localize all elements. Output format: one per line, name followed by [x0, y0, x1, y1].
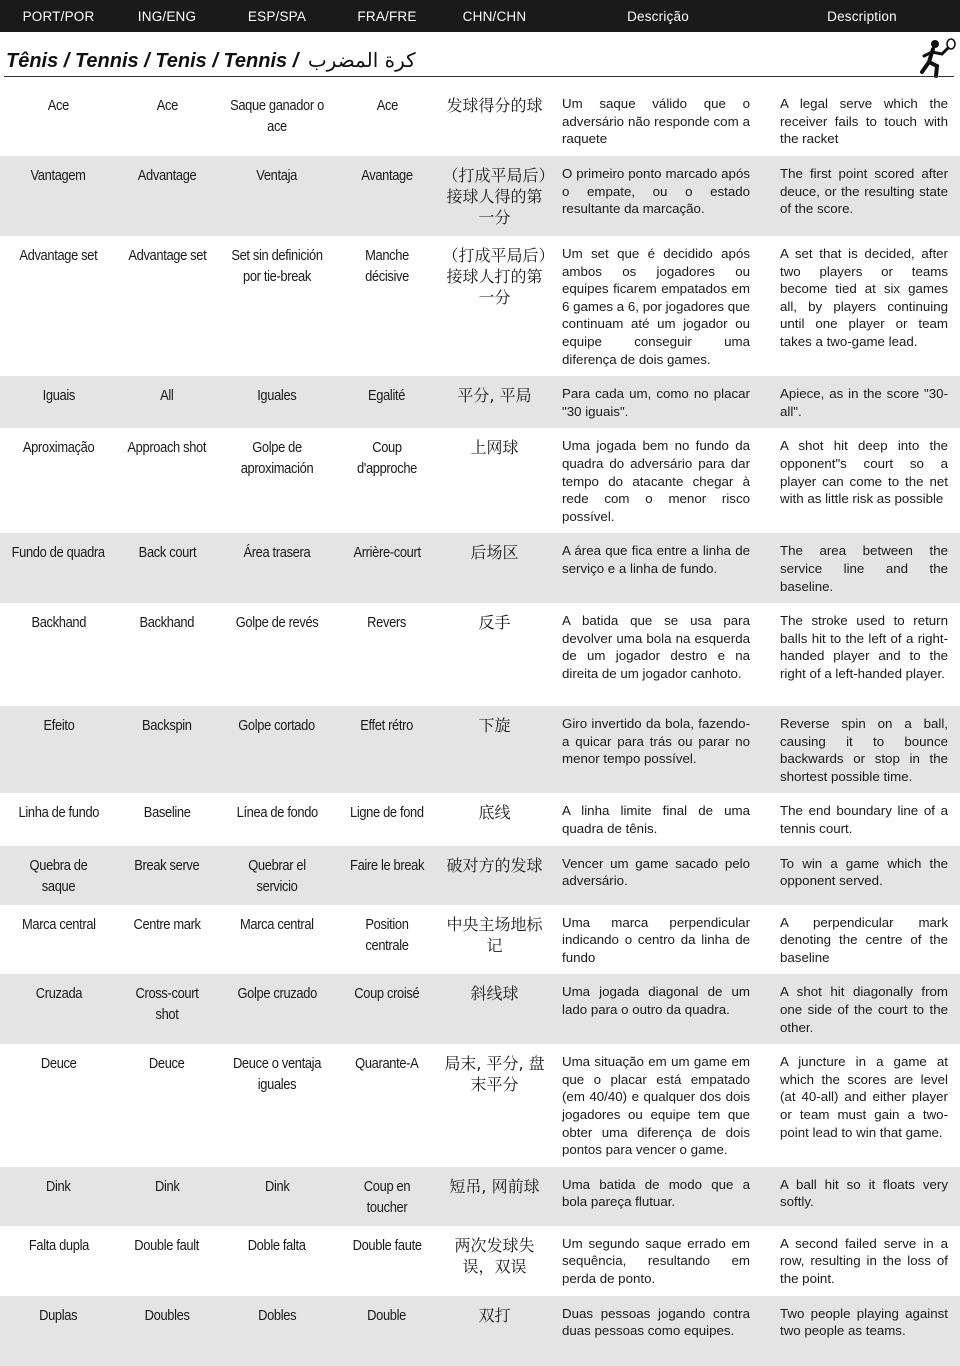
table-row — [0, 905, 960, 975]
term-portuguese-cell — [0, 905, 117, 975]
term-french-cell — [337, 974, 437, 1044]
term-french-cell — [337, 1167, 437, 1226]
term-spanish-cell — [217, 974, 337, 1044]
title-arabic: كرة المضرب — [307, 48, 416, 72]
term-english-cell — [117, 236, 217, 376]
description-english-cell — [764, 533, 960, 603]
term-english-cell — [117, 706, 217, 793]
description-english: A juncture in a game at which the scores are level (at 40-all) and either player or team must gain a two-point lead to win that game. — [780, 1054, 948, 1140]
term-spanish: Doble falta — [248, 1236, 306, 1254]
term-french: Avantage — [361, 167, 413, 184]
term-french: Revers — [367, 614, 407, 632]
description-english-cell — [764, 905, 960, 975]
column-header-bar — [0, 0, 960, 32]
term-spanish-cell — [217, 533, 337, 603]
description-english: To win a game which the opponent served. — [780, 855, 948, 889]
term-chinese-cell — [437, 86, 552, 156]
description-portuguese-cell — [552, 706, 764, 793]
term-portuguese: Efeito — [43, 717, 74, 735]
description-portuguese-cell — [552, 1167, 764, 1226]
term-chinese: 局末, 平分, 盘末平分 — [444, 1054, 545, 1095]
term-french: Effet rétro — [360, 717, 414, 735]
glossary-table — [0, 86, 960, 1366]
term-chinese-cell — [437, 706, 552, 793]
term-chinese-cell — [437, 846, 552, 905]
term-english: Advantage set — [127, 247, 207, 264]
term-spanish: Quebrar el servicio — [248, 856, 306, 895]
term-chinese-cell — [437, 793, 552, 845]
description-portuguese-cell — [552, 156, 764, 236]
description-english: The first point scored after deuce, or the resulting state of the score. — [780, 166, 948, 217]
term-french-cell — [337, 86, 437, 156]
description-portuguese: A linha limite final de uma quadra de tênis. — [562, 803, 750, 837]
description-portuguese: A área que fica entre a linha de serviço e a linha de fundo. — [562, 543, 750, 576]
term-spanish-cell — [217, 1296, 337, 1366]
description-portuguese: A batida que se usa para devolver uma bola na esquerda de um jogador destro e na direita de um jogador canhoto. — [562, 613, 750, 681]
term-english-cell — [117, 905, 217, 975]
term-english-cell — [117, 428, 217, 533]
term-spanish-cell — [217, 376, 337, 428]
description-portuguese-cell — [552, 905, 764, 975]
term-portuguese-cell — [0, 1044, 117, 1167]
description-english: A perpendicular mark denoting the centre of the baseline — [780, 914, 948, 965]
table-row — [0, 533, 960, 603]
description-english: A second failed serve in a row, resulting in the loss of the point. — [780, 1235, 948, 1286]
term-english-cell — [117, 86, 217, 156]
term-spanish-cell — [217, 793, 337, 845]
description-english-cell — [764, 156, 960, 236]
table-row — [0, 1226, 960, 1296]
term-french-cell — [337, 156, 437, 236]
term-chinese: 两次发球失误，双误 — [454, 1235, 535, 1276]
term-chinese-cell — [437, 156, 552, 236]
term-portuguese-cell — [0, 706, 117, 793]
term-english: Back court — [138, 544, 196, 562]
description-english-cell — [764, 846, 960, 905]
term-portuguese: Quebra de saque — [29, 856, 88, 895]
term-portuguese-cell — [0, 376, 117, 428]
description-english-cell — [764, 603, 960, 706]
description-portuguese-cell — [552, 1296, 764, 1366]
description-english: A shot hit diagonally from one side of the court to the other. — [780, 984, 948, 1035]
term-spanish: Golpe cruzado — [237, 985, 317, 1003]
description-english: The area between the service line and the baseline. — [780, 543, 948, 594]
description-portuguese: Uma marca perpendicular indicando o centro da linha de fundo — [562, 914, 750, 965]
description-english-cell — [764, 1226, 960, 1296]
term-english-cell — [117, 603, 217, 706]
term-french: Quarante-A — [355, 1055, 419, 1073]
term-spanish: Ventaja — [256, 167, 298, 184]
term-portuguese-cell — [0, 236, 117, 376]
description-english: Reverse spin on a ball, causing it to bounce backwards or stop in the shortest possible time. — [780, 716, 948, 784]
term-french: Manche décisive — [365, 247, 409, 285]
term-english-cell — [117, 1226, 217, 1296]
term-chinese: 发球得分的球 — [446, 96, 543, 115]
term-french-cell — [337, 376, 437, 428]
term-portuguese: Fundo de quadra — [11, 544, 106, 562]
term-english: Dink — [154, 1177, 180, 1195]
description-portuguese-cell — [552, 974, 764, 1044]
term-spanish-cell — [217, 428, 337, 533]
term-spanish: Área trasera — [243, 544, 311, 562]
description-portuguese: Vencer um game sacado pelo adversário. — [562, 855, 750, 889]
term-spanish-cell — [217, 1167, 337, 1226]
table-row — [0, 86, 960, 156]
term-french: Ligne de fond — [350, 804, 424, 822]
description-english: A ball hit so it floats very softly. — [780, 1176, 948, 1210]
term-english: Baseline — [143, 804, 191, 822]
description-portuguese-cell — [552, 793, 764, 845]
table-row — [0, 793, 960, 845]
term-english-cell — [117, 376, 217, 428]
term-chinese: （打成平局后）接球人打的第一分 — [442, 246, 547, 307]
term-chinese: （打成平局后）接球人得的第一分 — [442, 166, 547, 227]
term-french: Faire le break — [349, 856, 425, 874]
description-portuguese-cell — [552, 1226, 764, 1296]
description-english-cell — [764, 428, 960, 533]
table-row — [0, 156, 960, 236]
term-chinese: 反手 — [478, 613, 511, 633]
term-portuguese: Linha de fundo — [18, 804, 99, 822]
description-portuguese: Uma batida de modo que a bola pareça flutuar. — [562, 1176, 750, 1210]
table-row — [0, 974, 960, 1044]
description-english-cell — [764, 376, 960, 428]
description-portuguese-cell — [552, 86, 764, 156]
term-french-cell — [337, 1044, 437, 1167]
term-portuguese-cell — [0, 533, 117, 603]
page-title — [6, 48, 416, 73]
term-portuguese: Iguais — [42, 387, 75, 405]
term-french: Position centrale — [365, 915, 409, 954]
term-spanish-cell — [217, 236, 337, 376]
term-french-cell — [337, 1226, 437, 1296]
description-english: The stroke used to return balls hit to the left of a right-handed player and to the right of a left-handed player. — [780, 613, 948, 681]
term-portuguese: Falta dupla — [28, 1236, 89, 1254]
term-french-cell — [337, 603, 437, 706]
table-row — [0, 846, 960, 905]
term-chinese-cell — [437, 1296, 552, 1366]
term-chinese: 短吊, 网前球 — [449, 1176, 540, 1196]
term-english: Deuce — [149, 1055, 185, 1073]
term-portuguese: Dink — [46, 1177, 71, 1195]
description-english: Two people playing against two people as teams. — [780, 1305, 948, 1339]
term-chinese: 上网球 — [470, 438, 519, 458]
header-eng: ING/ENG — [137, 8, 197, 24]
term-chinese-cell — [437, 974, 552, 1044]
description-portuguese-cell — [552, 428, 764, 533]
term-french: Egalité — [368, 387, 406, 405]
term-portuguese-cell — [0, 86, 117, 156]
description-portuguese: Giro invertido da bola, fazendo-a quicar para trás ou parar no menor tempo possível. — [562, 716, 750, 767]
term-chinese-cell — [437, 1226, 552, 1296]
term-spanish: Golpe de aproximación — [240, 439, 314, 478]
description-portuguese: Um saque válido que o adversário não responde com a raquete — [562, 96, 750, 147]
term-spanish: Set sin definición por tie-break — [231, 247, 323, 285]
term-chinese-cell — [437, 428, 552, 533]
term-chinese: 双打 — [478, 1305, 511, 1325]
title-latin: Tênis / Tennis / Tenis / Tennis / — [6, 50, 299, 72]
term-portuguese: Advantage set — [19, 247, 98, 264]
table-row — [0, 706, 960, 793]
term-chinese: 下旋 — [478, 716, 511, 736]
term-spanish-cell — [217, 603, 337, 706]
term-french-cell — [337, 428, 437, 533]
term-english-cell — [117, 974, 217, 1044]
description-english-cell — [764, 1296, 960, 1366]
tennis-player-icon — [912, 38, 958, 78]
description-english-cell — [764, 236, 960, 376]
term-chinese: 底线 — [478, 803, 511, 823]
description-portuguese: Um set que é decidido após ambos os jogadores ou equipes ficarem empatados em 6 games a 6, por jogadores que continuam até um jogador ou equipe conseguir uma diferença de dois games. — [562, 246, 750, 367]
description-portuguese: Uma jogada bem no fundo da quadra do adversário para dar tempo do atacante chegar à rede com o menor risco possível. — [562, 438, 750, 524]
term-french-cell — [337, 905, 437, 975]
description-english-cell — [764, 1044, 960, 1167]
term-french-cell — [337, 236, 437, 376]
term-spanish-cell — [217, 1226, 337, 1296]
term-french-cell — [337, 846, 437, 905]
header-por: PORT/POR — [22, 8, 95, 24]
term-chinese: 后场区 — [470, 543, 519, 563]
term-french-cell — [337, 533, 437, 603]
term-portuguese: Deuce — [40, 1055, 77, 1073]
term-portuguese: Aproximação — [22, 439, 95, 457]
term-spanish-cell — [217, 156, 337, 236]
description-portuguese: Duas pessoas jogando contra duas pessoas como equipes. — [562, 1305, 750, 1339]
term-portuguese-cell — [0, 1167, 117, 1226]
term-portuguese-cell — [0, 428, 117, 533]
term-english: Cross-court shot — [135, 985, 199, 1024]
description-portuguese-cell — [552, 603, 764, 706]
description-portuguese: O primeiro ponto marcado após o empate, ou o estado resultante da marcação. — [562, 166, 750, 217]
term-chinese-cell — [437, 1044, 552, 1167]
section-title — [0, 36, 960, 80]
term-portuguese-cell — [0, 156, 117, 236]
term-spanish-cell — [217, 86, 337, 156]
term-portuguese: Backhand — [31, 614, 86, 632]
term-spanish: Saque ganador o ace — [230, 97, 324, 135]
term-english: Break serve — [134, 856, 200, 874]
term-english: Backhand — [139, 614, 195, 632]
term-english: Centre mark — [133, 915, 201, 933]
description-english: A shot hit deep into the opponent"s court so a player can come to the net with as little risk as possible — [780, 438, 948, 507]
term-french: Ace — [376, 97, 398, 114]
term-chinese-cell — [437, 376, 552, 428]
table-row — [0, 376, 960, 428]
term-chinese-cell — [437, 533, 552, 603]
term-chinese: 斜线球 — [470, 984, 519, 1004]
header-description: Description — [827, 8, 897, 24]
term-portuguese-cell — [0, 1296, 117, 1366]
description-portuguese-cell — [552, 533, 764, 603]
term-french-cell — [337, 1296, 437, 1366]
header-descricao: Descrição — [627, 8, 689, 24]
term-portuguese: Marca central — [21, 915, 96, 933]
term-english-cell — [117, 1296, 217, 1366]
term-french: Double faute — [352, 1236, 422, 1254]
term-spanish: Iguales — [257, 387, 297, 405]
table-row — [0, 1296, 960, 1366]
term-spanish: Golpe de revés — [235, 614, 319, 632]
description-portuguese: Uma jogada diagonal de um lado para o outro da quadra. — [562, 984, 750, 1018]
description-english: The end boundary line of a tennis court. — [780, 803, 948, 837]
term-english-cell — [117, 793, 217, 845]
description-english-cell — [764, 793, 960, 845]
term-spanish: Dink — [264, 1177, 290, 1195]
term-portuguese-cell — [0, 846, 117, 905]
term-english: Approach shot — [127, 439, 207, 457]
description-portuguese-cell — [552, 236, 764, 376]
term-portuguese-cell — [0, 603, 117, 706]
description-english-cell — [764, 86, 960, 156]
term-chinese-cell — [437, 236, 552, 376]
description-english-cell — [764, 1167, 960, 1226]
description-portuguese: Para cada um, como no placar "30 iguais". — [562, 386, 750, 419]
table-row — [0, 236, 960, 376]
term-chinese-cell — [437, 603, 552, 706]
description-portuguese: Um segundo saque errado em sequência, resultando em perda de ponto. — [562, 1235, 750, 1286]
term-french: Coup en toucher — [363, 1177, 411, 1216]
term-spanish-cell — [217, 846, 337, 905]
term-chinese: 中央主场地标记 — [446, 914, 543, 955]
table-row — [0, 428, 960, 533]
description-portuguese-cell — [552, 376, 764, 428]
term-french-cell — [337, 706, 437, 793]
header-esp: ESP/SPA — [247, 8, 307, 24]
term-english-cell — [117, 1167, 217, 1226]
term-portuguese: Cruzada — [35, 985, 82, 1003]
term-french: Coup croisé — [354, 985, 420, 1003]
term-chinese-cell — [437, 905, 552, 975]
term-english-cell — [117, 533, 217, 603]
term-french-cell — [337, 793, 437, 845]
term-english: Double fault — [134, 1236, 200, 1254]
description-english: Apiece, as in the score "30-all". — [780, 386, 948, 419]
term-spanish: Golpe cortado — [238, 717, 316, 735]
term-portuguese-cell — [0, 793, 117, 845]
term-spanish: Marca central — [240, 915, 314, 933]
description-english-cell — [764, 974, 960, 1044]
term-chinese: 破对方的发球 — [446, 855, 543, 875]
term-spanish-cell — [217, 905, 337, 975]
term-english-cell — [117, 1044, 217, 1167]
table-row — [0, 1044, 960, 1167]
term-spanish: Dobles — [257, 1306, 297, 1324]
description-portuguese: Uma situação em um game em que o placar está empatado (em 40/40) e qualquer dos dois jogadores ou equipe tem que obter uma diferença de dois pontos para vencer o game. — [562, 1054, 750, 1158]
term-spanish: Deuce o ventaja iguales — [232, 1055, 322, 1094]
term-portuguese: Vantagem — [30, 167, 87, 184]
term-chinese-cell — [437, 1167, 552, 1226]
term-english-cell — [117, 846, 217, 905]
table-row — [0, 1167, 960, 1226]
description-english: A set that is decided, after two players or teams become tied at six games all, by players continuing until one player or team takes a two-game lead. — [780, 246, 948, 349]
term-french: Double — [367, 1306, 407, 1324]
term-english: Ace — [156, 97, 178, 114]
description-portuguese-cell — [552, 846, 764, 905]
term-chinese: 平分, 平局 — [457, 386, 532, 406]
description-portuguese-cell — [552, 1044, 764, 1167]
term-english: Backspin — [142, 717, 192, 735]
header-fra: FRA/FRE — [357, 8, 417, 24]
term-english: All — [160, 387, 174, 405]
term-portuguese-cell — [0, 974, 117, 1044]
term-french: Coup d'approche — [356, 439, 417, 478]
title-divider — [4, 76, 954, 77]
term-portuguese-cell — [0, 1226, 117, 1296]
header-chn: CHN/CHN — [462, 8, 527, 24]
term-french: Arrière-court — [353, 544, 421, 562]
term-spanish: Línea de fondo — [236, 804, 318, 822]
term-spanish-cell — [217, 1044, 337, 1167]
term-english: Advantage — [137, 167, 197, 184]
term-english: Doubles — [144, 1306, 190, 1324]
term-portuguese: Ace — [47, 97, 70, 114]
description-english-cell — [764, 706, 960, 793]
term-spanish-cell — [217, 706, 337, 793]
description-english: A legal serve which the receiver fails to touch with the racket — [780, 96, 948, 147]
term-portuguese: Duplas — [39, 1306, 78, 1324]
term-english-cell — [117, 156, 217, 236]
table-row — [0, 603, 960, 706]
